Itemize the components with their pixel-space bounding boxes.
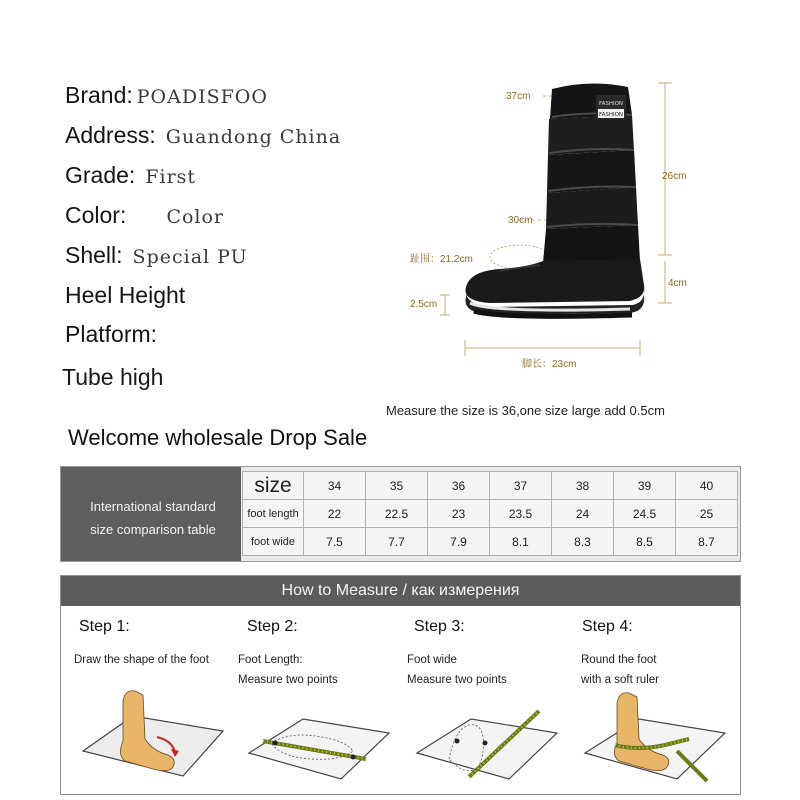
boot-image bbox=[400, 75, 710, 375]
dim-shaft-height: 26cm bbox=[662, 171, 687, 182]
dim-calf-circumference: 30cm bbox=[508, 215, 533, 226]
table-cell: 8.7 bbox=[676, 528, 738, 556]
table-cell: 38 bbox=[552, 472, 614, 500]
spec-brand bbox=[65, 82, 268, 112]
row-label: size bbox=[243, 472, 304, 500]
tube-high-label: Tube high bbox=[62, 364, 164, 390]
spec-shell bbox=[65, 242, 248, 272]
spec-value: Guandong China bbox=[165, 126, 342, 148]
size-table-title-line2: size comparison table bbox=[90, 522, 216, 537]
table-cell: 24 bbox=[552, 500, 614, 528]
step-3-foot-width-icon bbox=[409, 681, 564, 786]
spec-value: First bbox=[145, 166, 197, 188]
table-row bbox=[243, 500, 738, 528]
step-3-line2: Measure two points bbox=[407, 674, 507, 686]
table-cell: 8.3 bbox=[552, 528, 614, 556]
dim-platform: 2.5cm bbox=[410, 299, 438, 310]
spec-label: Color: bbox=[65, 202, 127, 228]
spec-color bbox=[65, 202, 224, 232]
table-cell: 40 bbox=[676, 472, 738, 500]
step-2-line2: Measure two points bbox=[238, 674, 338, 686]
spec-value: POADISFOO bbox=[136, 86, 268, 108]
spec-label: Address: bbox=[65, 122, 156, 148]
spec-heel-height bbox=[65, 282, 195, 312]
boot-tag-line1: FASHION bbox=[598, 101, 624, 107]
size-table-title bbox=[73, 495, 233, 541]
step-3-line1: Foot wide bbox=[407, 654, 457, 666]
how-to-measure-header: How to Measure / как измерения bbox=[61, 576, 740, 606]
table-cell: 22 bbox=[304, 500, 366, 528]
step-4-line2: with a soft ruler bbox=[581, 674, 659, 686]
step-4-title: Step 4: bbox=[582, 618, 633, 635]
table-row bbox=[243, 528, 738, 556]
step-2-line1: Foot Length: bbox=[238, 654, 303, 666]
table-cell: 8.1 bbox=[490, 528, 552, 556]
dim-top-circumference: 37cm bbox=[506, 91, 531, 102]
step-3-title: Step 3: bbox=[414, 618, 465, 635]
dim-instep: 趾围：21.2cm bbox=[410, 254, 473, 265]
dim-foot-length: 脚长：23cm bbox=[522, 359, 577, 370]
spec-grade bbox=[65, 162, 196, 192]
spec-label: Heel Height bbox=[65, 282, 186, 308]
welcome-heading: Welcome wholesale Drop Sale bbox=[68, 425, 368, 450]
table-cell: 39 bbox=[614, 472, 676, 500]
size-table-title-panel bbox=[61, 467, 241, 561]
how-to-measure-panel bbox=[60, 575, 741, 795]
table-cell: 37 bbox=[490, 472, 552, 500]
table-cell: 22.5 bbox=[366, 500, 428, 528]
spec-platform bbox=[65, 321, 167, 351]
step-2-title: Step 2: bbox=[247, 618, 298, 635]
table-cell: 36 bbox=[428, 472, 490, 500]
table-cell: 23.5 bbox=[490, 500, 552, 528]
table-cell: 8.5 bbox=[614, 528, 676, 556]
row-label: foot wide bbox=[243, 528, 304, 556]
table-cell: 35 bbox=[366, 472, 428, 500]
spec-label: Platform: bbox=[65, 321, 158, 347]
table-cell: 23 bbox=[428, 500, 490, 528]
step-4-soft-ruler-icon bbox=[577, 681, 732, 786]
table-cell: 34 bbox=[304, 472, 366, 500]
boot-tag-line2: FASHION bbox=[598, 112, 624, 118]
step-1-line1: Draw the shape of the foot bbox=[74, 654, 209, 666]
table-cell: 24.5 bbox=[614, 500, 676, 528]
row-label: foot length bbox=[243, 500, 304, 528]
step-1-title: Step 1: bbox=[79, 618, 130, 635]
spec-address bbox=[65, 122, 341, 152]
table-cell: 7.7 bbox=[366, 528, 428, 556]
spec-value: Special PU bbox=[132, 246, 248, 268]
size-table bbox=[60, 466, 741, 562]
spec-label: Brand: bbox=[65, 82, 133, 108]
spec-label: Grade: bbox=[65, 162, 136, 188]
size-table-title-line1: International standard bbox=[90, 499, 216, 514]
spec-label: Shell: bbox=[65, 242, 123, 268]
table-cell: 7.5 bbox=[304, 528, 366, 556]
step-2-foot-length-icon bbox=[241, 681, 396, 786]
step-1-foot-trace-icon bbox=[73, 681, 228, 786]
step-1-description bbox=[74, 650, 209, 670]
dim-heel: 4cm bbox=[668, 278, 687, 289]
table-cell: 25 bbox=[676, 500, 738, 528]
measure-note: Measure the size is 36,one size large add 0.5cm bbox=[386, 403, 665, 418]
table-row bbox=[243, 472, 738, 500]
boot-diagram bbox=[400, 75, 710, 375]
spec-value: Color bbox=[152, 206, 225, 228]
size-grid bbox=[242, 471, 738, 556]
table-cell: 7.9 bbox=[428, 528, 490, 556]
step-4-line1: Round the foot bbox=[581, 654, 657, 666]
